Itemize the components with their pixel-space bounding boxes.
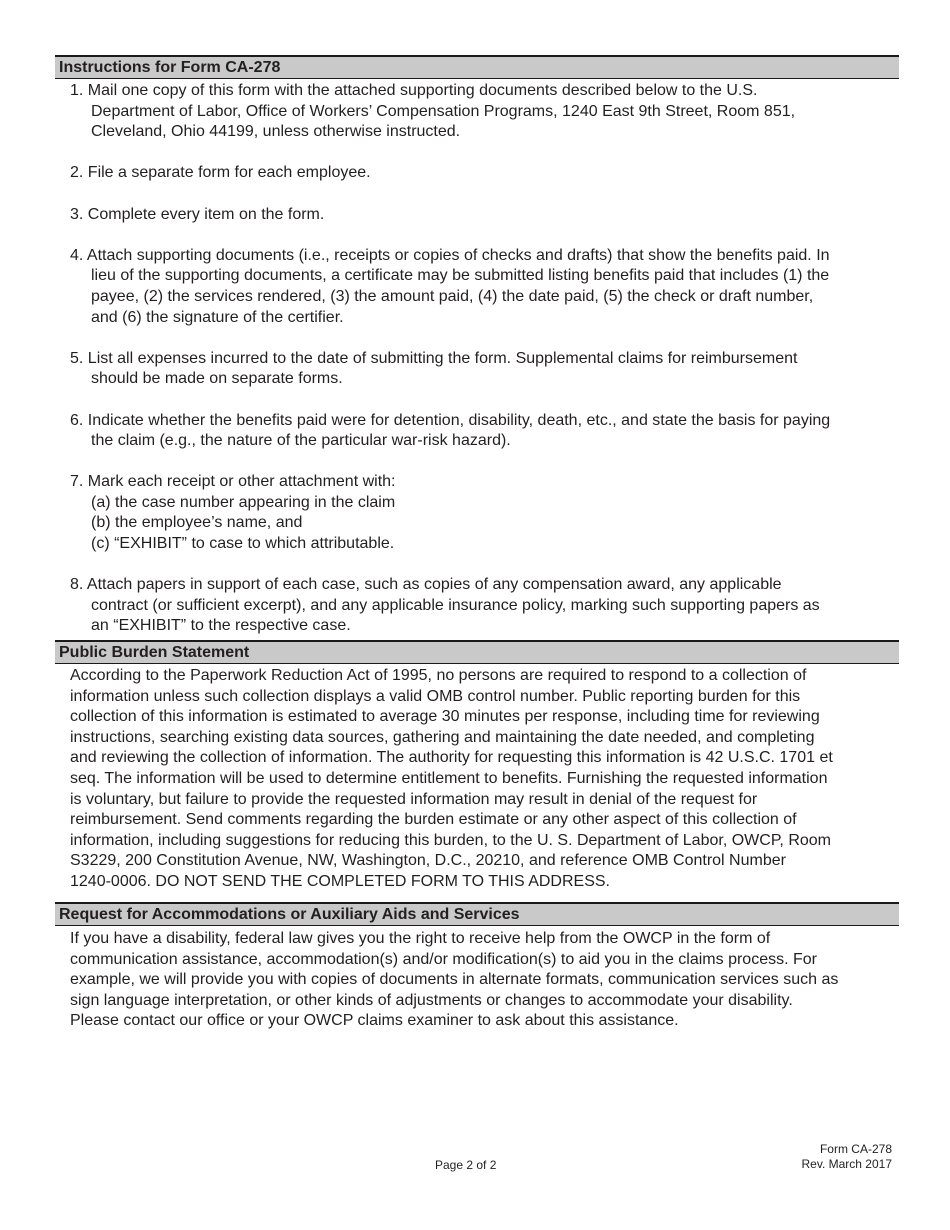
instruction-text: 5. List all expenses incurred to the date of submitting the form. Supplemental claims for reimbursement: [70, 349, 798, 367]
paragraph-line: According to the Paperwork Reduction Act of 1995, no persons are required to respond to a collection of: [70, 667, 807, 684]
burden-statement: [70, 666, 895, 893]
paragraph-line: and reviewing the collection of information. The authority for requesting this information is 42 U.S.C. 1701 et: [70, 749, 833, 767]
instruction-continuation: and (6) the signature of the certifier.: [91, 308, 344, 326]
paragraph-line: information unless such collection displays a valid OMB control number. Public reporting burden for this: [70, 687, 801, 705]
instruction-text: 2. File a separate form for each employee.: [70, 164, 371, 182]
instruction-item: [70, 349, 895, 390]
instruction-item: [70, 472, 895, 554]
paragraph-line: communication assistance, accommodation(s) and/or modification(s) to aid you in the claims process. For: [70, 950, 817, 968]
instruction-item: [70, 81, 895, 143]
paragraph-line: sign language interpretation, or other kinds of adjustments or changes to accommodate your disability.: [70, 991, 793, 1009]
instruction-item: [70, 411, 895, 452]
instruction-text: 8. Attach papers in support of each case, such as copies of any compensation award, any applicable: [70, 576, 782, 594]
instruction-text: 3. Complete every item on the form.: [70, 205, 325, 223]
instruction-item: [70, 205, 895, 226]
instruction-continuation: (c) “EXHIBIT” to case to which attributable.: [91, 535, 395, 553]
burden-heading: Public Burden Statement: [55, 640, 899, 664]
paragraph-line: instructions, searching existing data sources, gathering and maintaining the date needed, and completing: [70, 728, 815, 746]
paragraph-line: information, including suggestions for reducing this burden, to the U. S. Department of Labor, OWCP, Room: [70, 831, 831, 849]
instruction-text: 6. Indicate whether the benefits paid were for detention, disability, death, etc., and state the basis for paying: [70, 411, 831, 429]
paragraph-line: example, we will provide you with copies of documents in alternate formats, communication services such as: [70, 971, 839, 989]
paragraph-line: reimbursement. Send comments regarding the burden estimate or any other aspect of this collection of: [70, 811, 797, 829]
accommodations-heading: Request for Accommodations or Auxiliary Aids and Services: [55, 902, 899, 926]
instruction-continuation: Cleveland, Ohio 44199, unless otherwise instructed.: [91, 123, 461, 141]
paragraph-line: 1240-0006. DO NOT SEND THE COMPLETED FORM TO THIS ADDRESS.: [70, 872, 610, 890]
instruction-text: 7. Mark each receipt or other attachment with:: [70, 473, 396, 491]
instruction-continuation: an “EXHIBIT” to the respective case.: [91, 617, 351, 635]
instruction-continuation: the claim (e.g., the nature of the particular war-risk hazard).: [91, 432, 511, 450]
page-number: Page 2 of 2: [435, 1158, 497, 1172]
instruction-continuation: lieu of the supporting documents, a certificate may be submitted listing benefits paid that includes (1) the: [91, 267, 830, 285]
form-id-block: [802, 1142, 893, 1171]
paragraph-line: S3229, 200 Constitution Avenue, NW, Washington, D.C., 20210, and reference OMB Control Number: [70, 852, 786, 870]
instructions-list: [70, 81, 895, 658]
instruction-item: [70, 575, 895, 637]
instruction-continuation: contract (or sufficient excerpt), and any applicable insurance policy, marking such supporting papers as: [91, 596, 820, 614]
instruction-continuation: (a) the case number appearing in the claim: [91, 493, 396, 511]
instruction-item: [70, 246, 895, 328]
instruction-item: [70, 163, 895, 184]
instruction-continuation: (b) the employee’s name, and: [91, 514, 303, 532]
instruction-text: 1. Mail one copy of this form with the attached supporting documents described below to the U.S.: [70, 82, 758, 99]
paragraph-line: collection of this information is estimated to average 30 minutes per response, including time for reviewing: [70, 708, 820, 726]
form-number: Form CA-278: [819, 1142, 892, 1156]
instructions-heading: Instructions for Form CA-278: [55, 55, 899, 79]
instruction-continuation: payee, (2) the services rendered, (3) the amount paid, (4) the date paid, (5) the check or draft number,: [91, 287, 814, 305]
paragraph-line: Please contact our office or your OWCP claims examiner to ask about this assistance.: [70, 1012, 679, 1030]
accommodations-statement: [70, 929, 895, 1032]
paragraph-line: seq. The information will be used to determine entitlement to benefits. Furnishing the requested information: [70, 769, 828, 787]
paragraph-line: If you have a disability, federal law gives you the right to receive help from the OWCP in the form of: [70, 930, 771, 947]
form-revision: Rev. March 2017: [801, 1156, 892, 1171]
instruction-continuation: should be made on separate forms.: [91, 370, 343, 388]
paragraph-line: is voluntary, but failure to provide the requested information may result in denial of the request for: [70, 790, 758, 808]
instruction-continuation: Department of Labor, Office of Workers’ Compensation Programs, 1240 East 9th Street, Room 851,: [91, 102, 796, 120]
instruction-text: 4. Attach supporting documents (i.e., receipts or copies of checks and drafts) that show the benefits paid. In: [70, 246, 830, 264]
